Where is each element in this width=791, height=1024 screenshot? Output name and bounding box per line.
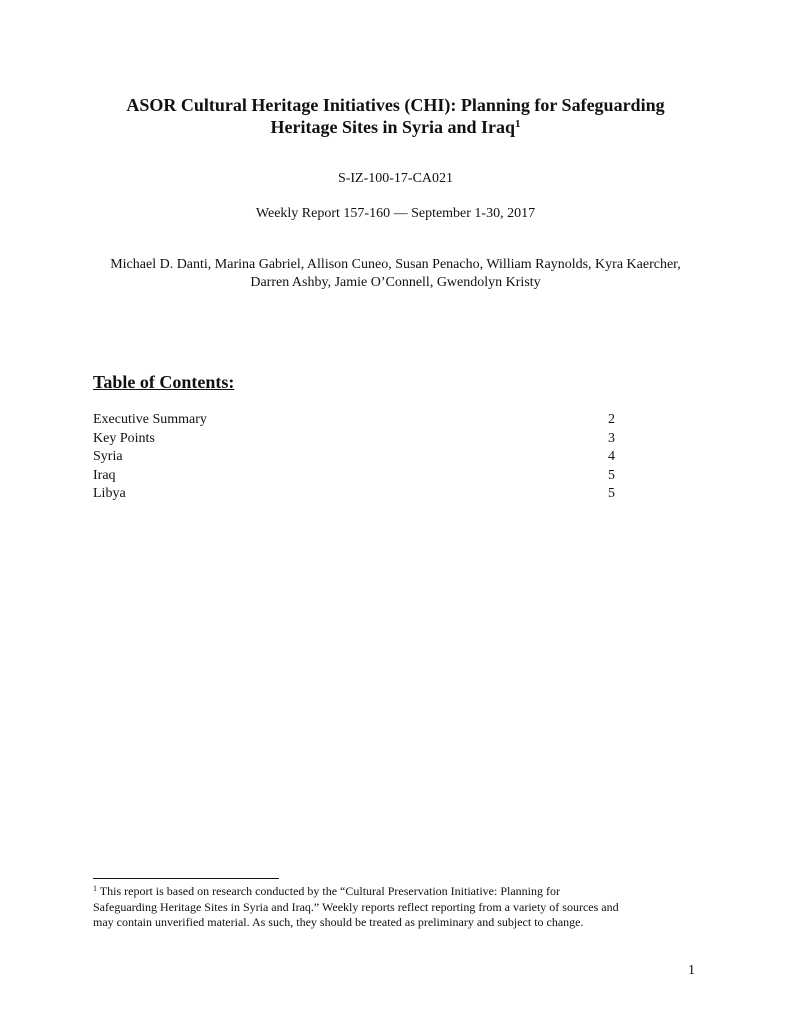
toc-item-label: Syria [93,449,123,464]
toc-item-syria[interactable] [93,448,615,467]
title-line-2-text: Heritage Sites in Syria and Iraq [270,117,515,137]
report-code: S-IZ-100-17-CA021 [337,171,454,186]
toc-item-page: 3 [608,430,615,446]
toc-item-key-points[interactable] [93,430,615,449]
toc-item-iraq[interactable] [93,467,615,486]
footnote-line-1-text: This report is based on research conducted by the “Cultural Preservation Initiative: Planning for [99,884,560,898]
footnote-line-1 [93,884,703,900]
toc-item-executive-summary[interactable] [93,411,615,430]
toc-item-page: 2 [608,412,615,427]
toc-heading: Table of Contents: [93,372,235,392]
toc-item-libya[interactable] [93,485,615,504]
title-line-2 [60,116,731,138]
toc-item-label: Executive Summary [93,412,207,427]
authors-line-1: Michael D. Danti, Marina Gabriel, Allison Cuneo, Susan Penacho, William Raynolds, Kyra Kaercher, [110,257,681,272]
authors [60,256,731,292]
toc-list [93,411,615,504]
footnote-line-2: Safeguarding Heritage Sites in Syria and Iraq.” Weekly reports reflect reporting from a variety of sources and [93,899,619,914]
authors-line-2: Darren Ashby, Jamie O’Connell, Gwendolyn Kristy [250,275,541,290]
toc-item-page: 5 [608,486,615,501]
toc-item-label: Libya [93,486,126,501]
footnote-line-3: may contain unverified material. As such, they should be treated as preliminary and subject to change. [93,915,584,929]
report-week: Weekly Report 157-160 — September 1-30, 2017 [255,206,536,221]
toc-item-label: Iraq [93,467,116,483]
footnote [93,884,703,931]
document-title [60,94,731,138]
toc-item-page: 4 [608,449,615,464]
toc-item-label: Key Points [93,430,155,446]
page-number: 1 [688,963,695,978]
title-footnote-marker[interactable]: 1 [515,118,521,130]
toc-item-page: 5 [608,467,615,483]
footnote-divider [93,878,279,879]
title-line-1: ASOR Cultural Heritage Initiatives (CHI): Planning for Safeguarding [126,95,665,115]
footnote-marker: 1 [93,884,97,893]
